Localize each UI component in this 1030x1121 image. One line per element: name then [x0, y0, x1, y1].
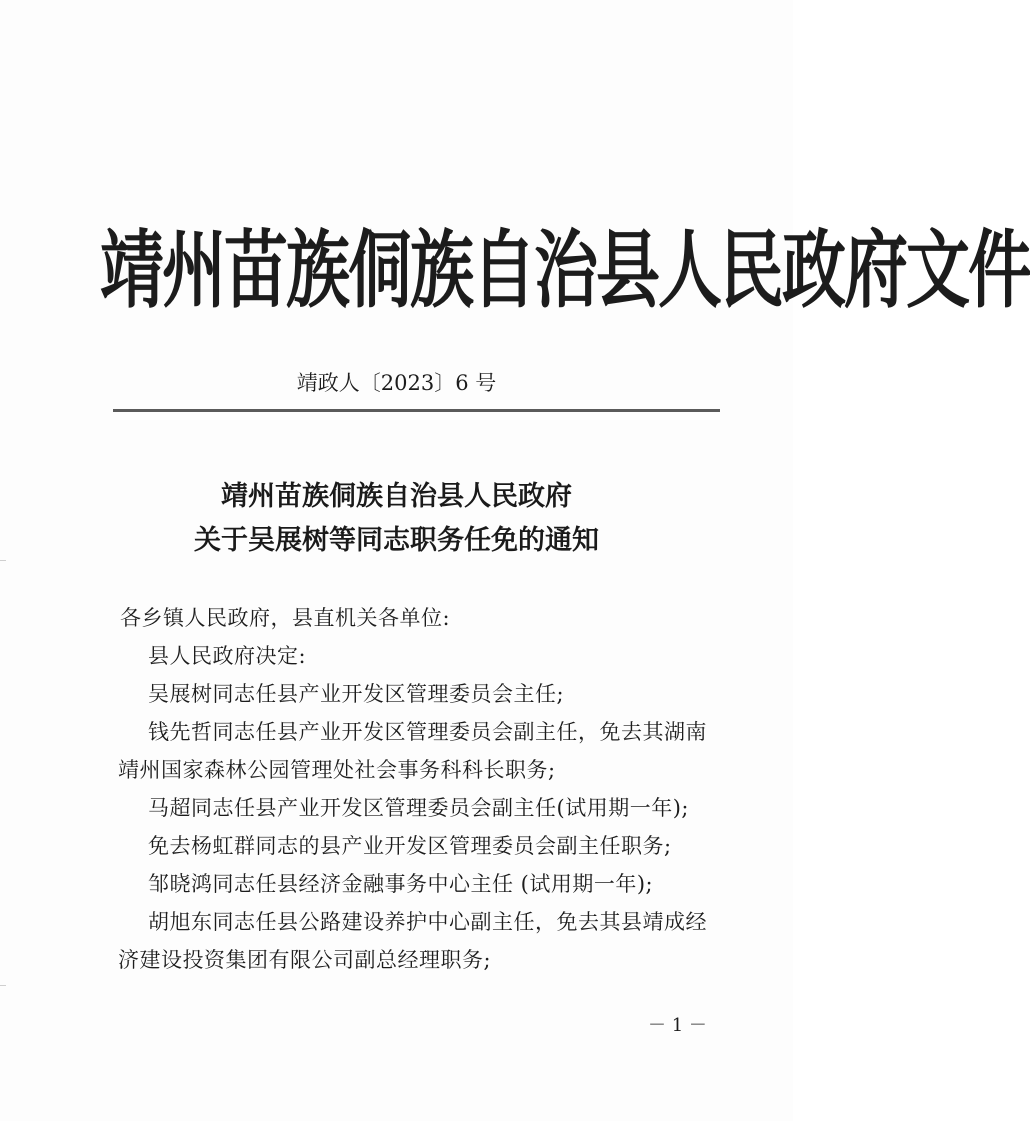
header-divider-line: [113, 409, 720, 412]
appointment-item: 邹晓鸿同志任县经济金融事务中心主任 (试用期一年);: [148, 872, 654, 896]
page-number: － 1 －: [648, 1015, 707, 1036]
document-number: 靖政人〔2023〕6 号: [296, 371, 497, 395]
appointment-item: 马超同志任县产业开发区管理委员会副主任(试用期一年);: [148, 796, 689, 820]
appointment-item-continuation: 济建设投资集团有限公司副总经理职务;: [118, 948, 492, 972]
document-header-title: 靖州苗族侗族自治县人民政府文件: [100, 221, 1030, 321]
binding-mark: [0, 560, 6, 561]
appointment-item: 免去杨虹群同志的县产业开发区管理委员会副主任职务;: [148, 834, 672, 858]
notice-title-line2: 关于吴展树等同志职务任免的通知: [194, 525, 599, 556]
decision-intro: 县人民政府决定:: [148, 644, 307, 668]
notice-title-line1: 靖州苗族侗族自治县人民政府: [221, 481, 572, 512]
appointment-item: 胡旭东同志任县公路建设养护中心副主任，免去其县靖成经: [148, 910, 707, 934]
appointment-item: 吴展树同志任县产业开发区管理委员会主任;: [148, 682, 565, 706]
appointment-item-continuation: 靖州国家森林公园管理处社会事务科科长职务;: [118, 758, 556, 782]
appointment-item: 钱先哲同志任县产业开发区管理委员会副主任，免去其湖南: [148, 720, 707, 744]
binding-mark: [0, 985, 6, 986]
salutation: 各乡镇人民政府，县直机关各单位:: [120, 606, 451, 630]
